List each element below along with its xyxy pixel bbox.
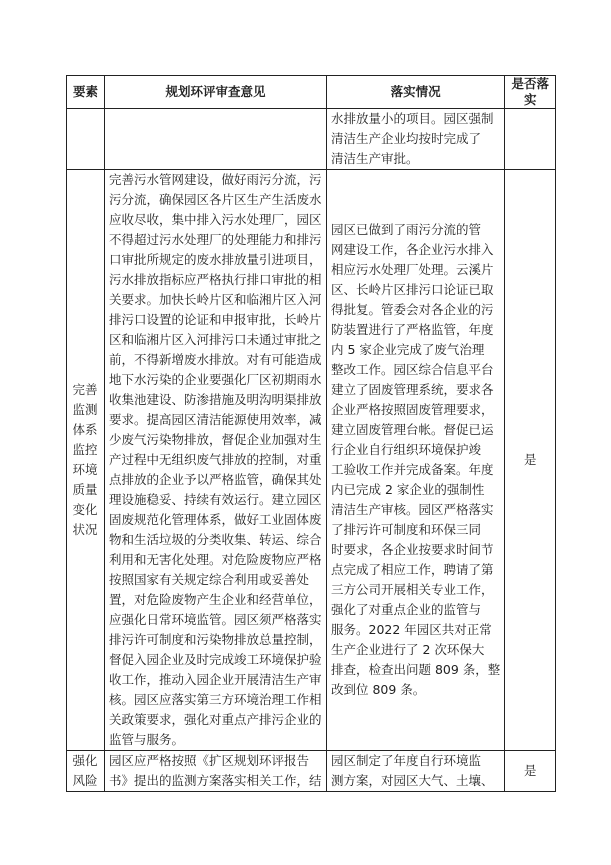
table-row — [67, 751, 556, 792]
opinion-line: 排污许可制度和污染物排放总量控制， — [109, 632, 322, 647]
done-cell: 是 — [505, 751, 556, 792]
status-line: 建立固废管理台帐。督促已运 — [331, 422, 494, 437]
review-table — [66, 75, 556, 792]
status-line: 水排放量小的项目。园区强制 — [331, 111, 494, 126]
status-line: 得批复。管委会对各企业的污 — [331, 302, 494, 317]
status-line: 清洁生产审核。园区严格落实 — [331, 502, 494, 517]
element-cell — [67, 170, 105, 751]
status-line: 了排污许可制度和环保三同 — [331, 522, 482, 537]
status-line: 测方案，对园区大气、土壤、 — [331, 773, 494, 788]
status-cell — [327, 751, 505, 792]
opinion-line: 口审批所规定的废水排放量引进项目， — [109, 252, 322, 267]
opinion-line: 关政策要求，强化对重点产排污企业的 — [109, 712, 322, 727]
status-line: 建立了固废管理系统，要求各 — [331, 382, 494, 397]
status-line: 点完成了相应工作，聘请了第 — [331, 562, 494, 577]
status-cell — [327, 170, 505, 751]
element-cell — [67, 109, 105, 170]
opinion-line: 应强化日常环境监管。园区须严格落实 — [109, 612, 322, 627]
opinion-line: 收集池建设、防渗措施及明沟明渠排放 — [109, 392, 322, 407]
opinion-cell — [105, 109, 327, 170]
status-line: 区、长岭片区排污口论证已取 — [331, 282, 494, 297]
opinion-line: 点排放的企业予以严格监管，确保其处 — [109, 472, 322, 487]
status-line: 企业严格按照固废管理要求， — [331, 402, 494, 417]
opinion-line: 督促入园企业及时完成竣工环境保护验 — [109, 652, 322, 667]
opinion-line: 排污口设置的论证和申报审批，长岭片 — [109, 312, 322, 327]
status-line: 园区制定了年度自行环境监 — [331, 753, 482, 768]
element-text: 完善监测体系监控环境质量变化状况 — [72, 382, 98, 537]
opinion-line: 不得超过污水处理厂的处理能力和排污 — [109, 232, 322, 247]
opinion-line: 监管与服务。 — [109, 732, 185, 747]
opinion-cell — [105, 751, 327, 792]
done-cell: 是 — [505, 170, 556, 751]
opinion-line: 要求。提高园区清洁能源使用效率，减 — [109, 412, 322, 427]
status-line: 工验收工作并完成备案。年度 — [331, 462, 494, 477]
opinion-line: 置，对危险废物产生企业和经营单位， — [109, 592, 322, 607]
status-cell — [327, 109, 505, 170]
done-cell — [505, 109, 556, 170]
status-line: 清洁生产企业均按时完成了 — [331, 131, 482, 146]
opinion-line: 区和临湘片区入河排污口未通过审批之 — [109, 332, 322, 347]
status-line: 时要求，各企业按要求时间节 — [331, 542, 494, 557]
header-status: 落实情况 — [327, 76, 505, 109]
table-row — [67, 170, 556, 751]
opinion-cell — [105, 170, 327, 751]
opinion-line: 物和生活垃圾的分类收集、转运、综合 — [109, 532, 322, 547]
status-line: 网建设工作，各企业污水排入 — [331, 242, 494, 257]
header-done: 是否落实 — [505, 76, 556, 109]
opinion-line: 应收尽收，集中排入污水处理厂，园区 — [109, 212, 322, 227]
status-line: 三方公司开展相关专业工作， — [331, 582, 494, 597]
opinion-line: 完善污水管网建设，做好雨污分流，污 — [109, 172, 322, 187]
status-line: 行企业自行组织环境保护竣 — [331, 442, 482, 457]
table-header — [67, 76, 556, 109]
element-cell — [67, 751, 105, 792]
status-line: 内 5 家企业完成了废气治理 — [331, 342, 485, 357]
status-line: 相应污水处理厂处理。云溪片 — [331, 262, 494, 277]
opinion-line: 产过程中无组织废气排放的控制，对重 — [109, 452, 322, 467]
opinion-line: 核。园区应落实第三方环境治理工作相 — [109, 692, 322, 707]
status-line: 排查，检查出问题 809 条，整 — [331, 662, 501, 677]
element-text: 强化风险 — [72, 753, 98, 788]
status-line: 生产企业进行了 2 次环保大 — [331, 642, 485, 657]
header-opinion: 规划环评审查意见 — [105, 76, 327, 109]
opinion-line: 理设施稳妥、持续有效运行。建立园区 — [109, 492, 322, 507]
table-row — [67, 109, 556, 170]
opinion-line: 关要求。加快长岭片区和临湘片区入河 — [109, 292, 322, 307]
status-line: 改到位 809 条。 — [331, 682, 426, 697]
status-line: 强化了对重点企业的监管与 — [331, 602, 482, 617]
opinion-line: 书》提出的监测方案落实相关工作，结 — [109, 773, 322, 788]
status-line: 园区已做到了雨污分流的管 — [331, 222, 482, 237]
opinion-line: 收工作，推动入园企业开展清洁生产审 — [109, 672, 322, 687]
status-line: 内已完成 2 家企业的强制性 — [331, 482, 485, 497]
header-element: 要素 — [67, 76, 105, 109]
opinion-line: 固废规范化管理体系，做好工业固体废 — [109, 512, 322, 527]
opinion-line: 前，不得新增废水排放。对有可能造成 — [109, 352, 322, 367]
opinion-line: 地下水污染的企业要强化厂区初期雨水 — [109, 372, 322, 387]
opinion-line: 利用和无害化处理。对危险废物应严格 — [109, 552, 322, 567]
opinion-line: 污分流，确保园区各片区生产生活废水 — [109, 192, 322, 207]
opinion-line: 按照国家有关规定综合利用或妥善处 — [109, 572, 310, 587]
opinion-line: 园区应严格按照《扩区规划环评报告 — [109, 753, 310, 768]
status-line: 清洁生产审批。 — [331, 151, 419, 166]
status-line: 防装置进行了严格监管，年度 — [331, 322, 494, 337]
status-line: 服务。2022 年园区共对正常 — [331, 622, 492, 637]
opinion-line: 少废气污染物排放，督促企业加强对生 — [109, 432, 322, 447]
status-line: 整改工作。园区综合信息平台 — [331, 362, 494, 377]
opinion-line: 污水排放指标应严格执行排口审批的相 — [109, 272, 322, 287]
